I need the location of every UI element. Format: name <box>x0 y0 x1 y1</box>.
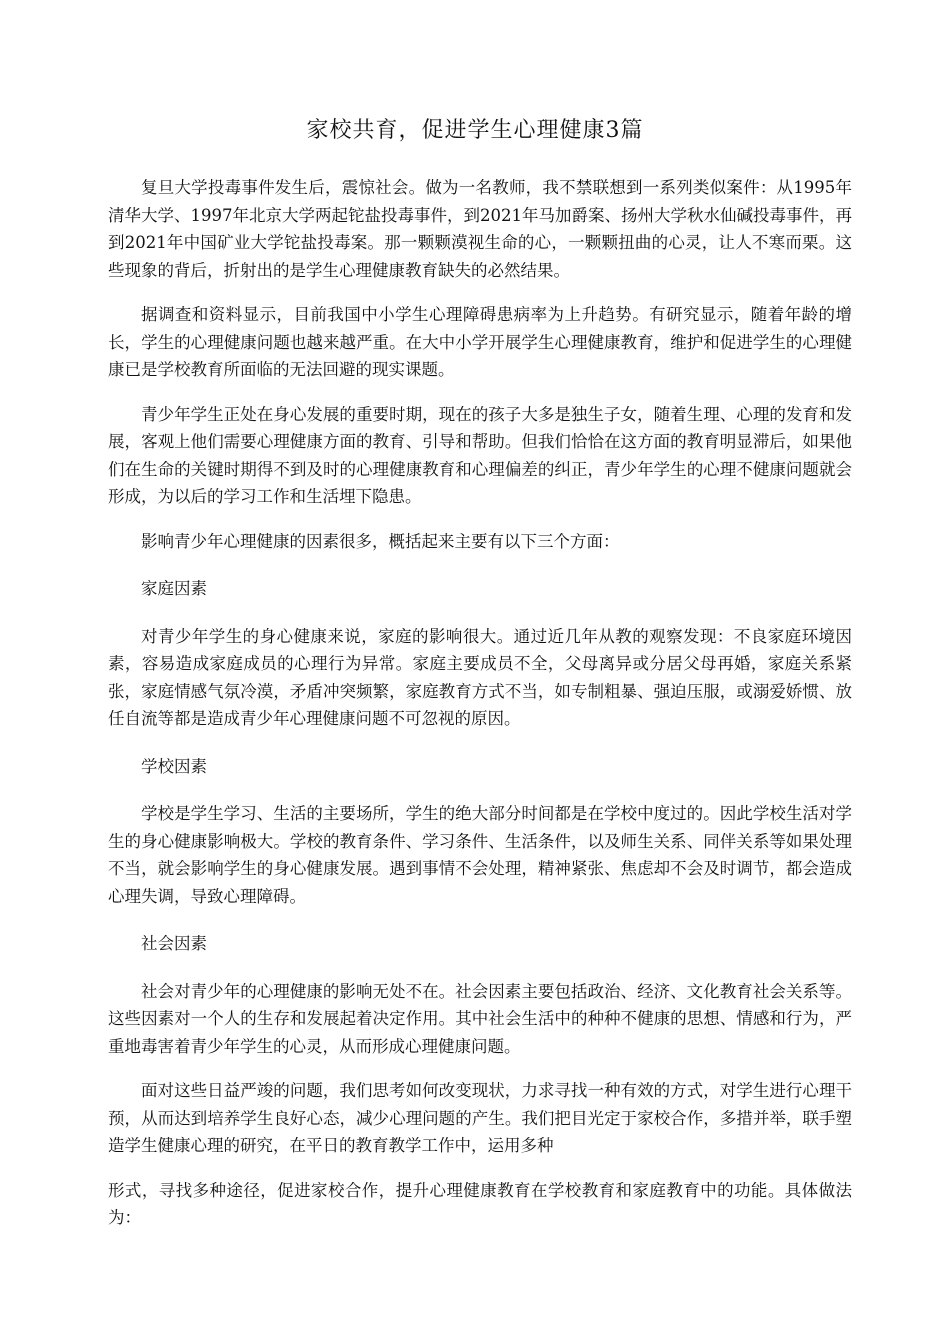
paragraph-society: 社会对青少年的心理健康的影响无处不在。社会因素主要包括政治、经济、文化教育社会关系等。这些因素对一个人的生存和发展起着决定作用。其中社会生活中的种种不健康的思想、情感和行为，严重地毒害着青少年学生的心灵，从而形成心理健康问题。 <box>108 981 852 1056</box>
paragraph-factors: 影响青少年心理健康的因素很多，概括起来主要有以下三个方面： <box>141 531 620 551</box>
paragraph-family: 对青少年学生的身心健康来说，家庭的影响很大。通过近几年从教的观察发现：不良家庭环境因素，容易造成家庭成员的心理行为异常。家庭主要成员不全，父母离异或分居父母再婚，家庭关系紧张，家庭情感气氛冷漠，矛盾冲突频繁，家庭教育方式不当，如专制粗暴、强迫压服，或溺爱娇惯、放任自流等都是造成青少年心理健康问题不可忽视的原因。 <box>108 626 852 728</box>
paragraph-youth: 青少年学生正处在身心发展的重要时期，现在的孩子大多是独生子女，随着生理、心理的发育和发展，客观上他们需要心理健康方面的教育、引导和帮助。但我们恰恰在这方面的教育明显滞后，如果他们在生命的关键时期得不到及时的心理健康教育和心理偏差的纠正，青少年学生的心理不健康问题就会形成，为以后的学习工作和生活埋下隐患。 <box>108 404 852 506</box>
heading-school: 学校因素 <box>141 756 207 776</box>
paragraph-methods: 形式，寻找多种途径，促进家校合作，提升心理健康教育在学校教育和家庭教育中的功能。具体做法为： <box>108 1180 852 1227</box>
paragraph-intro: 复旦大学投毒事件发生后，震惊社会。做为一名教师，我不禁联想到一系列类似案件：从1995年清华大学、1997年北京大学两起铊盐投毒事件，到2021年马加爵案、扬州大学秋水仙碱投毒事件，再到2021年中国矿业大学铊盐投毒案。那一颗颗漠视生命的心，一颗颗扭曲的心灵，让人不寒而栗。这些现象的背后，折射出的是学生心理健康教育缺失的必然结果。 <box>108 178 852 280</box>
paragraph-school: 学校是学生学习、生活的主要场所，学生的绝大部分时间都是在学校中度过的。因此学校生活对学生的身心健康影响极大。学校的教育条件、学习条件、生活条件，以及师生关系、同伴关系等如果处理不当，就会影响学生的身心健康发展。遇到事情不会处理，精神紧张、焦虑却不会及时调节，都会造成心理失调，导致心理障碍。 <box>108 804 852 906</box>
paragraph-approach: 面对这些日益严竣的问题，我们思考如何改变现状，力求寻找一种有效的方式，对学生进行心理干预，从而达到培养学生良好心态，减少心理问题的产生。我们把目光定于家校合作，多措并举，联手塑造学生健康心理的研究，在平日的教育教学工作中，运用多种 <box>108 1081 852 1155</box>
paragraph-survey: 据调查和资料显示，目前我国中小学生心理障碍患病率为上升趋势。有研究显示，随着年龄的增长，学生的心理健康问题也越来越严重。在大中小学开展学生心理健康教育，维护和促进学生的心理健康已是学校教育所面临的无法回避的现实课题。 <box>108 305 852 379</box>
heading-family: 家庭因素 <box>141 579 207 598</box>
document-body <box>108 174 852 1232</box>
heading-society: 社会因素 <box>141 934 207 953</box>
document-title: 家校共育，促进学生心理健康3篇 <box>306 118 644 143</box>
